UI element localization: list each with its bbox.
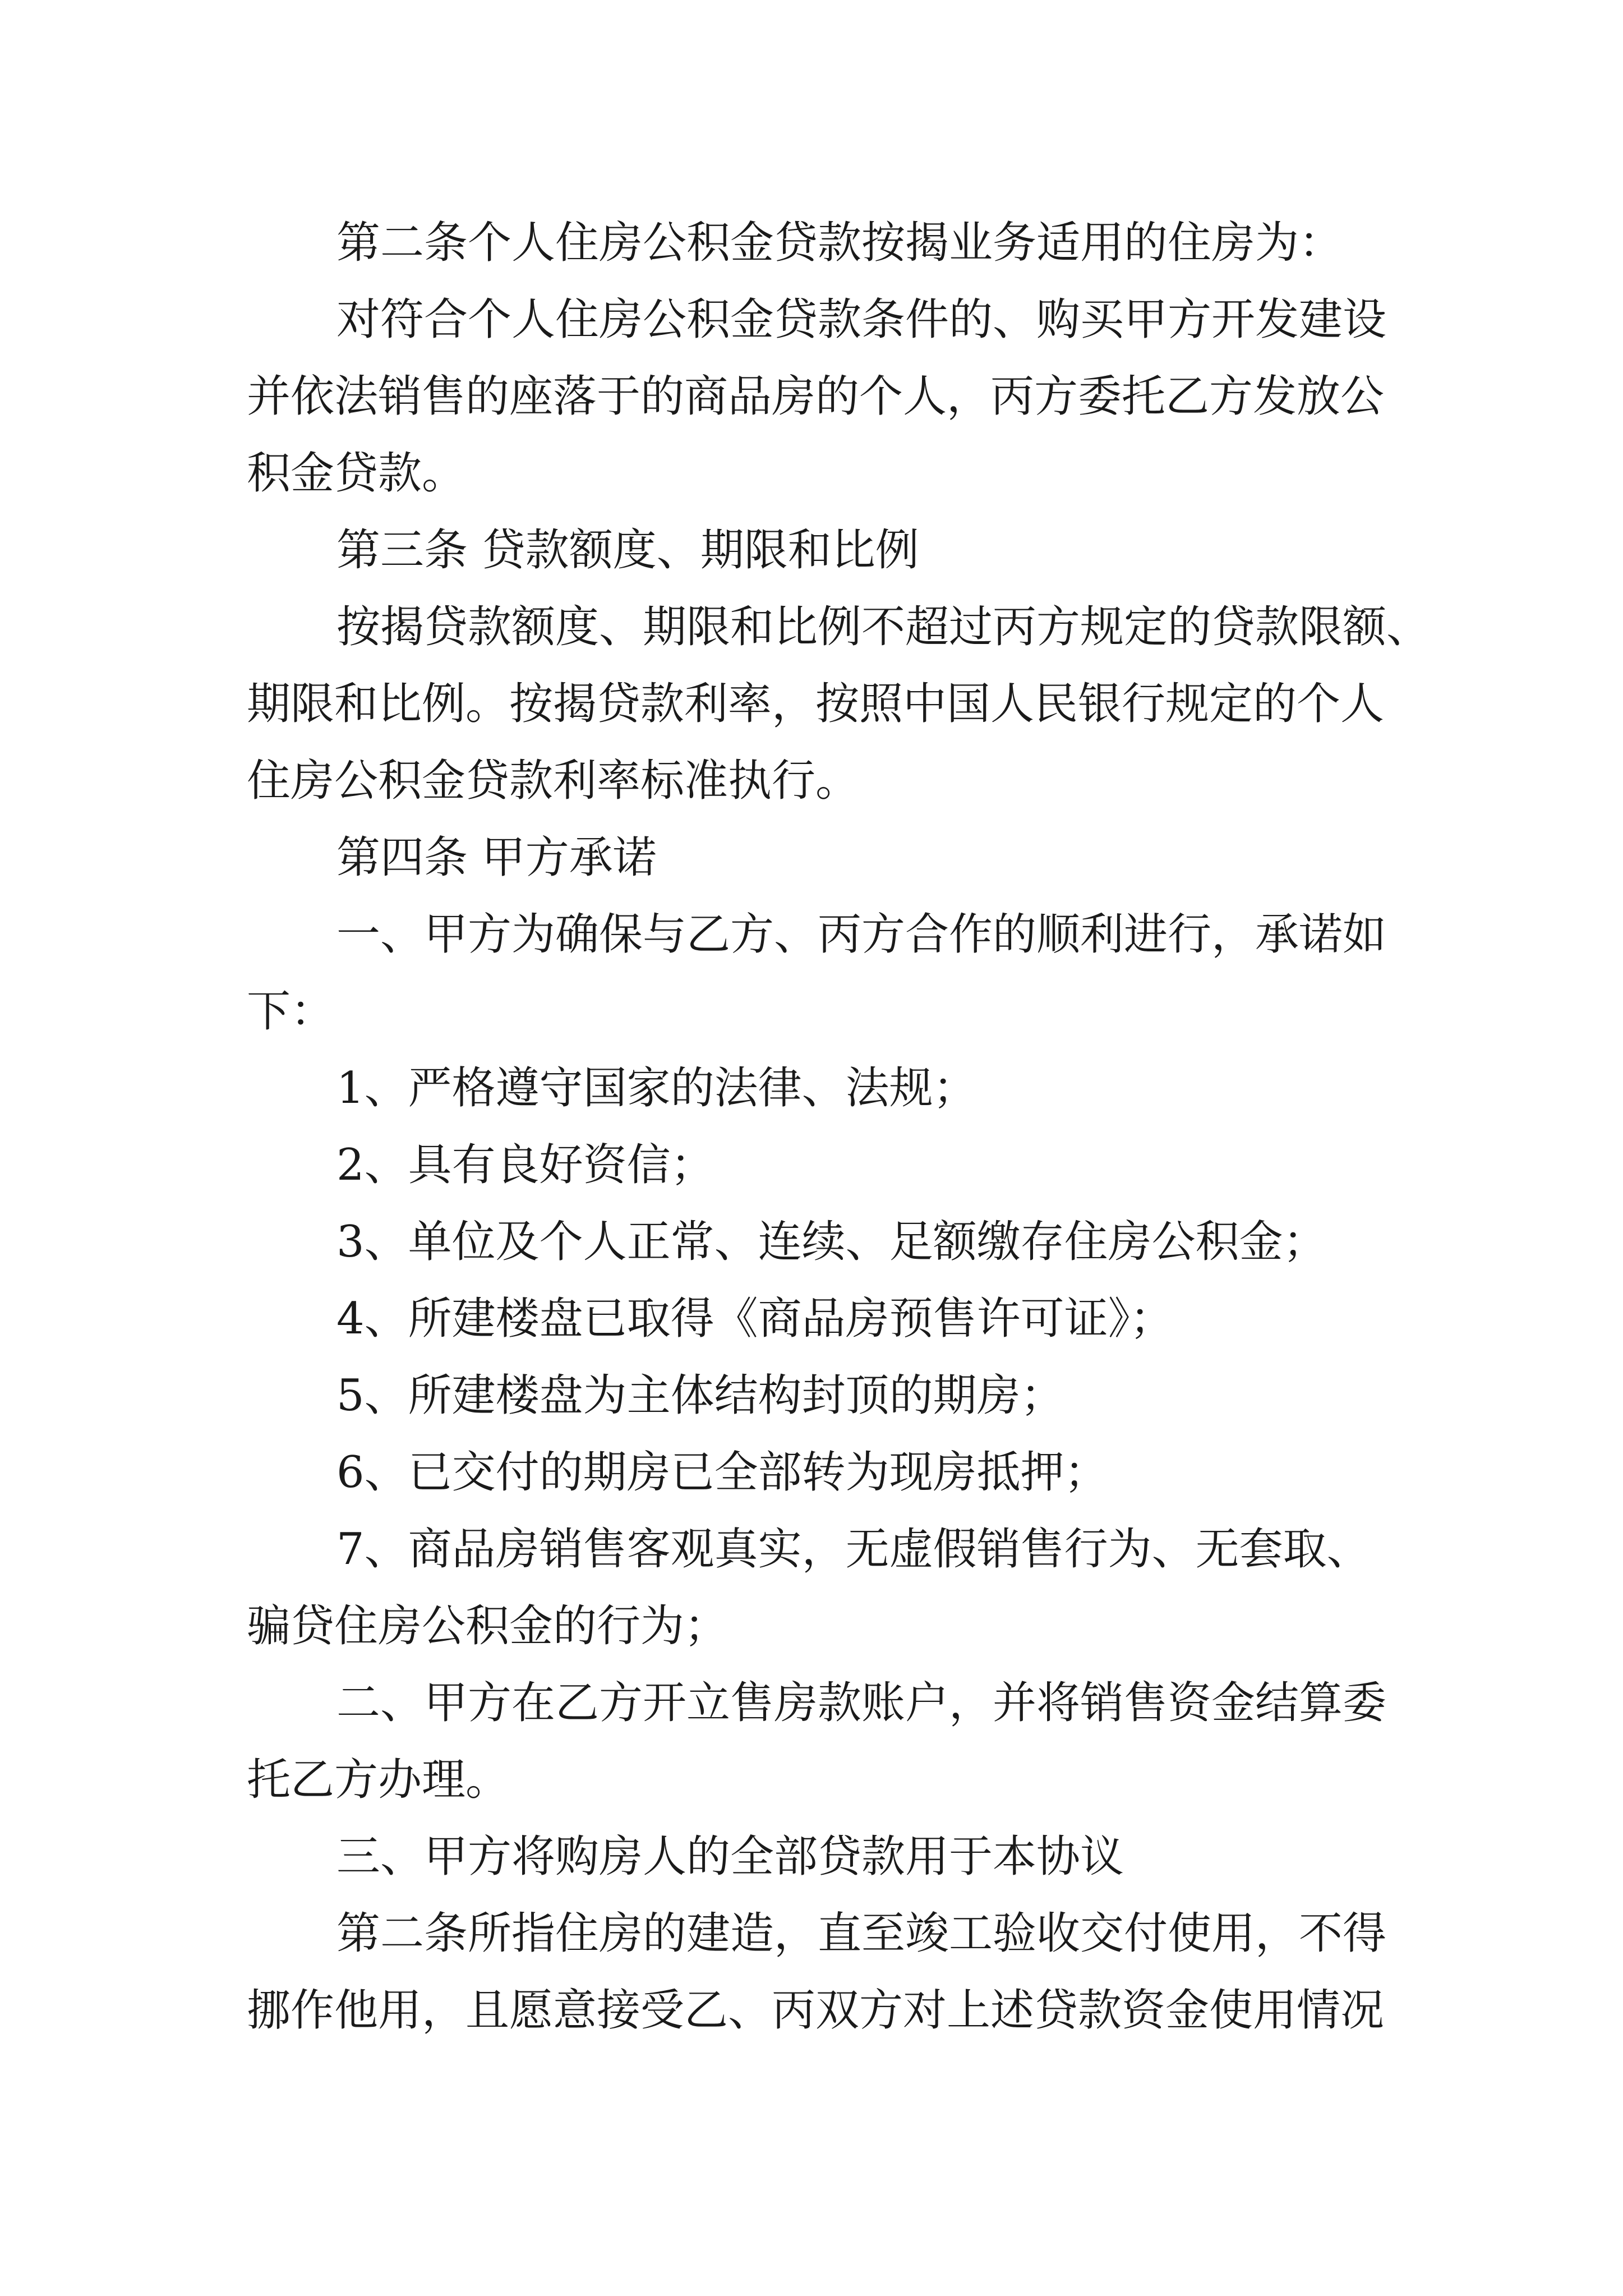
text-line: 第二条个人住房公积金贷款按揭业务适用的住房为： <box>336 218 1343 268</box>
text-line: 托乙方办理。 <box>247 1755 510 1805</box>
text-line: 按揭贷款额度、期限和比例不超过丙方规定的贷款限额、 <box>336 602 1431 652</box>
text-line: 6、已交付的期房已全部转为现房抵押； <box>336 1447 1108 1498</box>
text-line: 并依法销售的座落于的商品房的个人，丙方委托乙方发放公 <box>247 371 1385 422</box>
text-line: 1、严格遵守国家的法律、法规； <box>336 1063 977 1114</box>
text-line: 骗贷住房公积金的行为； <box>247 1601 728 1651</box>
text-line: 积金贷款。 <box>247 448 466 499</box>
text-line: 4、所建楼盘已取得《商品房预售许可证》； <box>336 1294 1174 1344</box>
text-line: 住房公积金贷款利率标准执行。 <box>247 756 860 806</box>
text-line: 5、所建楼盘为主体结构封顶的期房； <box>336 1370 1064 1421</box>
text-line: 3、单位及个人正常、连续、足额缴存住房公积金； <box>336 1217 1327 1267</box>
text-line: 一、甲方为确保与乙方、丙方合作的顺利进行，承诺如 <box>336 909 1387 960</box>
text-line: 期限和比例。按揭贷款利率，按照中国人民银行规定的个人 <box>247 679 1385 729</box>
text-line: 三、甲方将购房人的全部贷款用于本协议 <box>336 1832 1124 1882</box>
text-line: 二、甲方在乙方开立售房款账户，并将销售资金结算委 <box>336 1678 1387 1728</box>
text-line: 第四条 甲方承诺 <box>336 832 657 883</box>
text-line: 第二条所指住房的建造，直至竣工验收交付使用，不得 <box>336 1908 1387 1959</box>
text-line: 挪作他用，且愿意接受乙、丙双方对上述贷款资金使用情况 <box>247 1985 1385 2036</box>
text-line: 对符合个人住房公积金贷款条件的、购买甲方开发建设 <box>336 295 1387 345</box>
text-line: 下： <box>247 986 335 1037</box>
text-line: 7、商品房销售客观真实，无虚假销售行为、无套取、 <box>336 1524 1371 1575</box>
text-line: 第三条 贷款额度、期限和比例 <box>336 525 919 576</box>
text-line: 2、具有良好资信； <box>336 1140 714 1190</box>
